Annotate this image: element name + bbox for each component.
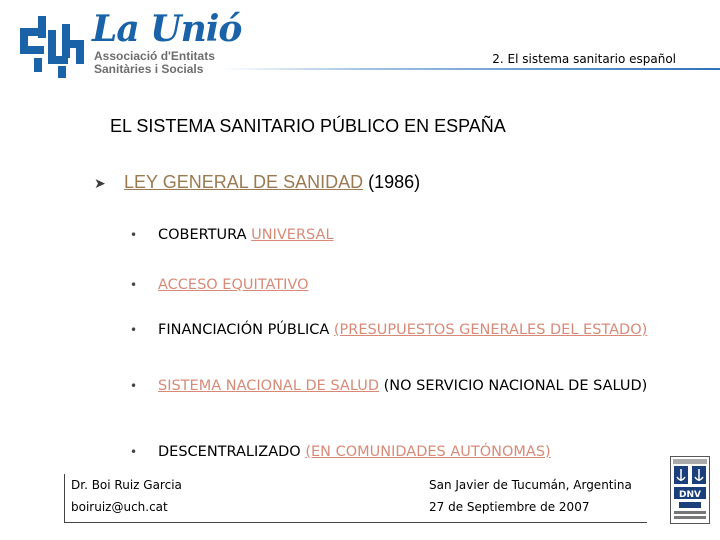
footer-author: Dr. Boi Ruiz Garcia [71,478,182,492]
bullet-dot-icon: • [130,278,138,292]
section-heading: 2. El sistema sanitario español [492,52,676,66]
law-heading [94,172,420,193]
law-name-link[interactable]: LEY GENERAL DE SANIDAD [124,172,364,192]
svg-text:DNV: DNV [679,490,701,500]
bullet-link[interactable]: (EN COMUNIDADES AUTÓNOMAS) [305,444,551,460]
dnv-certification-icon [670,456,710,524]
bullet-dot-icon: • [130,228,138,242]
bullet-link[interactable]: SISTEMA NACIONAL DE SALUD [158,378,379,394]
bullet-link[interactable]: UNIVERSAL [251,227,334,243]
bullet-text: DESCENTRALIZADO [158,444,306,460]
footer-location: San Javier de Tucumán, Argentina [429,478,632,492]
bullet-text: COBERTURA [158,227,252,243]
bullet-link[interactable]: (PRESUPUESTOS GENERALES DEL ESTADO) [333,322,648,338]
bullet-dot-icon: • [130,323,138,337]
dnv-certification-graphic [671,457,709,523]
footer-date: 27 de Septiembre de 2007 [429,500,590,514]
law-year: (1986) [368,172,421,192]
arrow-bullet-icon: ➤ [94,175,106,191]
footer-email: boiruiz@uch.cat [71,500,168,514]
logo-subtitle-line1: Associació d'Entitats [94,49,215,63]
logo-subtitle-line2: Sanitàries i Socials [94,62,204,76]
bullet-dot-icon: • [130,445,138,459]
bullet-link[interactable]: ACCESO EQUITATIVO [158,277,309,293]
header-divider [220,68,720,70]
logo-title: La Unió [92,8,242,50]
bullet-text: (NO SERVICIO NACIONAL DE SALUD) [378,378,648,394]
logo-subtitle [94,50,215,76]
la-unio-logo [18,8,242,84]
page-title: EL SISTEMA SANITARIO PÚBLICO EN ESPAÑA [110,116,506,136]
bullet-text: FINANCIACIÓN PÚBLICA [158,322,334,338]
bullet-dot-icon: • [130,379,138,393]
la-unio-logo-icon [18,14,86,80]
